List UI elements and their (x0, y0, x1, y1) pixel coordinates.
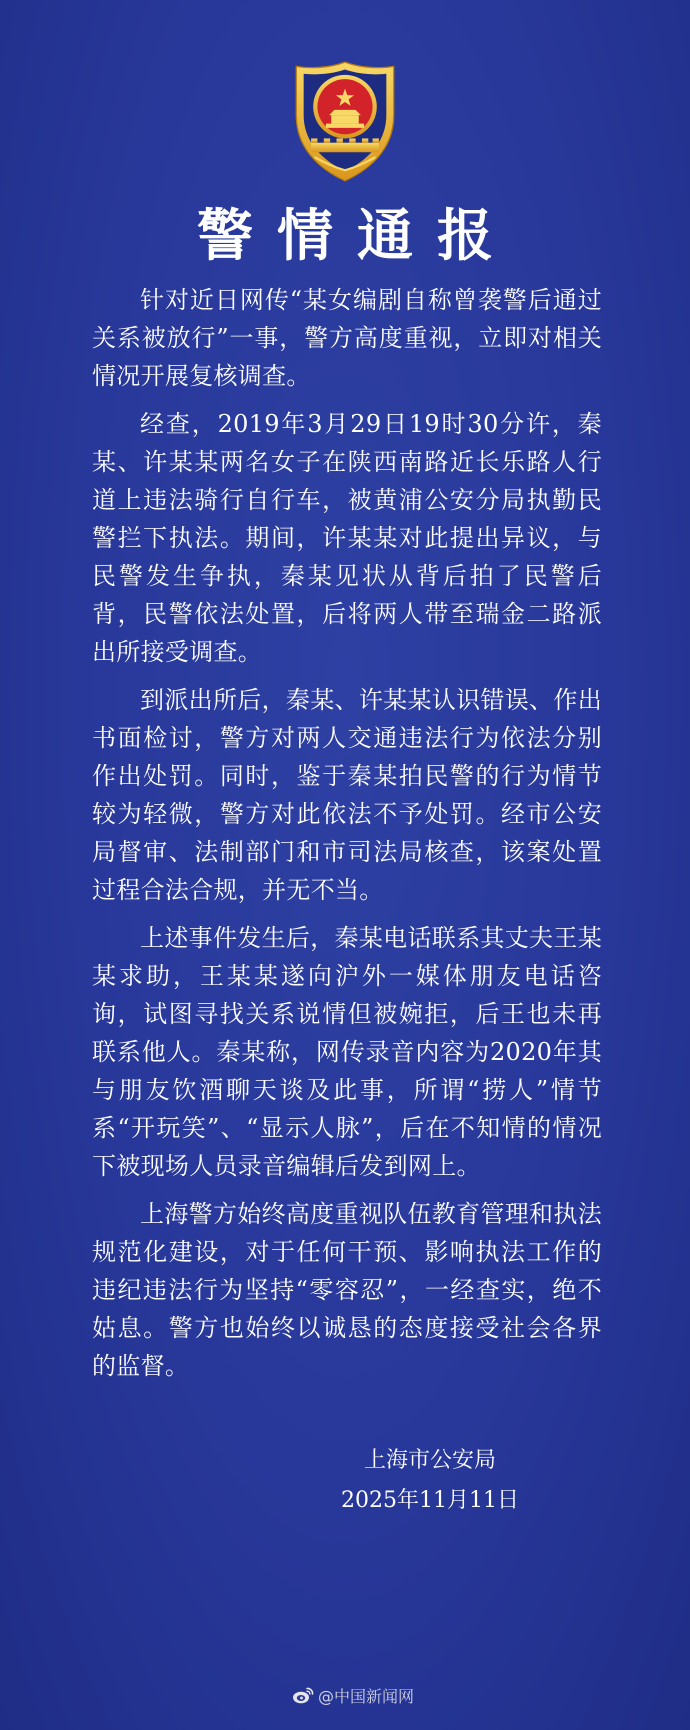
paragraph-statement: 上海警方始终高度重视队伍教育管理和执法规范化建设，对于任何干预、影响执法工作的违纪违法行为坚持“零容忍”，一经查实，绝不姑息。警方也始终以诚恳的态度接受社会各界的监督。 (92, 1200, 602, 1380)
police-emblem-icon (292, 60, 398, 183)
source-watermark (292, 1683, 414, 1707)
notice-body (92, 281, 602, 1521)
paragraph-intro: 针对近日网传“某女编剧自称曾袭警后通过关系被放行”一事，警方高度重视，立即对相关情况开展复核调查。 (92, 286, 602, 390)
weibo-icon (292, 1686, 314, 1704)
issuer-name: 上海市公安局 (363, 1448, 496, 1473)
signature-block (330, 1441, 530, 1521)
paragraph-handling: 到派出所后，秦某、许某某认识错误、作出书面检讨，警方对两人交通违法行为依法分别作出处罚。同时，鉴于秦某拍民警的行为情节较为轻微，警方对此依法不予处罚。经市公安局督审、法制部门和市司法局核查，该案处置过程合法合规，并无不当。 (92, 686, 602, 904)
issue-date: 2025年11月11日 (341, 1488, 519, 1513)
paragraph-aftermath: 上述事件发生后，秦某电话联系其丈夫王某某求助，王某某遂向沪外一媒体朋友电话咨询，试图寻找关系说情但被婉拒，后王也未再联系他人。秦某称，网传录音内容为2020年其与朋友饮酒聊天谈及此事，所谓“捞人”情节系“开玩笑”、“显示人脉”，后在不知情的情况下被现场人员录音编辑后发到网上。 (92, 924, 602, 1180)
notice-title: 警情通报 (197, 203, 517, 269)
watermark-text: @中国新闻网 (318, 1686, 415, 1706)
paragraph-investigation: 经查，2019年3月29日19时30分许，秦某、许某某两名女子在陕西南路近长乐路人行道上违法骑行自行车，被黄浦公安分局执勤民警拦下执法。期间，许某某对此提出异议，与民警发生争执，秦某见状从背后拍了民警后背，民警依法处置，后将两人带至瑞金二路派出所接受调查。 (92, 410, 602, 666)
